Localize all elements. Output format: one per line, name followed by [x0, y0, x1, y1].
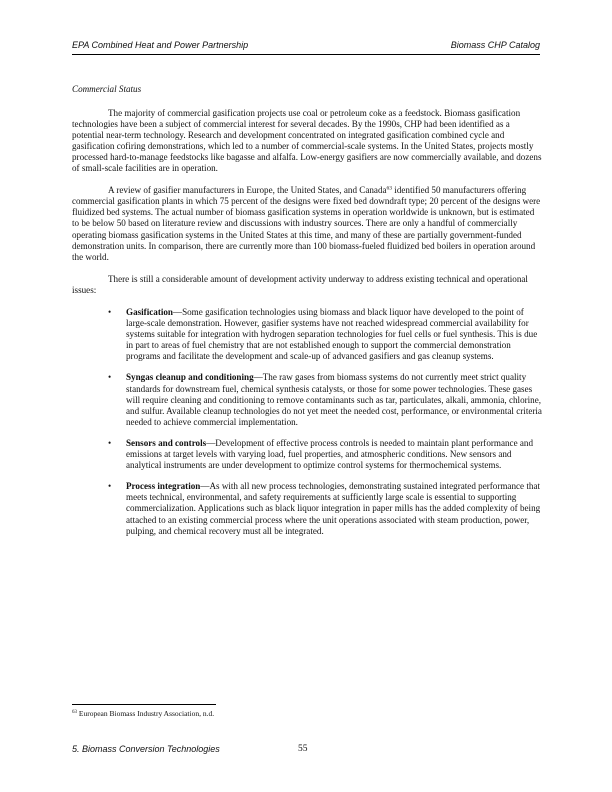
list-item-text: —The raw gases from biomass systems do not currently meet strict quality standards for downstream fuel, chemical synthesis catalysts, or those for some power technologies. These gases will require cleaning and conditioning to remove contaminants such as tar, particulates, alkali, ammonia, chlorine, and sulfur. Available cleanup technologies do not yet meet the needed cost, performance, or environmental criteria needed to achieve commercial implementation.	[126, 372, 542, 427]
list-item-text: —Some gasification technologies using biomass and black liquor have developed to the point of large-scale demonstration. However, gasifier systems have not reached widespread commercial availability for systems suitable for integration with hydrogen separation technologies for fuel cells or fuel synthesis. This is due in part to areas of fuel chemistry that are not established enough to support the commercial demonstration programs and facilitate the development and scale-up of advanced gasifiers and gas cleanup systems.	[126, 307, 538, 362]
list-item-process-integration	[72, 481, 542, 536]
header-right-title: Biomass CHP Catalog	[450, 40, 540, 50]
paragraph-gasifier-review	[72, 185, 542, 263]
paragraph-development-activity: There is still a considerable amount of development activity underway to address existing technical and operational issues:	[72, 273, 528, 295]
footnote-reference[interactable]: 63	[386, 185, 393, 192]
running-header	[72, 40, 540, 55]
bullet-icon: •	[108, 437, 112, 448]
paragraph-text-after-ref: identified 50 manufacturers offering commercial gasification plants in which 75 percent of the designs were fixed bed downdraft type; 20 percent of the designs were fluidized bed systems. The actual number of biomass gasification systems in operation worldwide is unknown, but is estimated to be below 50 based on literature review and discussions with industry sources. There are only a handful of commercially operating biomass gasification systems in the United States at this time, and many of these are partially government-funded demonstration units. In comparison, there are currently more than 100 biomass-fueled fluidized bed boilers in operation around the world.	[72, 185, 541, 262]
list-item-text: —Development of effective process controls is needed to maintain plant performance and emissions at target levels with varying load, fuel properties, and atmospheric conditions. New sensors and analytical instruments are under development to optimize control systems for thermochemical systems.	[126, 437, 534, 471]
list-item-title: Process integration	[126, 481, 201, 492]
list-item-title: Gasification	[126, 307, 173, 317]
list-item-title: Sensors and controls	[126, 437, 207, 448]
list-item-syngas-cleanup	[72, 372, 542, 427]
page-number: 55	[298, 744, 308, 754]
list-item-title: Syngas cleanup and conditioning	[126, 372, 254, 383]
paragraph-text-before-ref: A review of gasifier manufacturers in Europe, the United States, and Canada	[108, 185, 387, 196]
footnote-divider	[72, 704, 216, 705]
list-item-gasification	[72, 307, 542, 362]
page-body	[72, 84, 542, 547]
section-title: Commercial Status	[72, 84, 142, 94]
bullet-icon: •	[108, 307, 112, 317]
header-left-title: EPA Combined Heat and Power Partnership	[72, 40, 249, 50]
list-item-sensors-controls	[72, 438, 542, 471]
paragraph-commercial-projects: The majority of commercial gasification projects use coal or petroleum coke as a feedstock. Biomass gasification technologies have been a subject of commercial interest for several decades. By the 1990s, CHP had been identified as a potential near-term technology. Research and development concentrated on integrated gasification combined cycle and gasification cofiring demonstrations, which led to a number of commercial-scale systems. In the United States, projects mostly processed hard-to-manage feedstocks like bagasse and alfalfa. Low-energy gasifiers are now commercially available, and dozens of small-scale facilities are in operation.	[72, 107, 542, 174]
issues-list	[72, 307, 542, 537]
list-item-text: —As with all new process technologies, demonstrating sustained integrated performance that meets technical, environmental, and safety requirements at sufficiently large scale is essential to supporting commercialization. Applications such as black liquor integration in paper mills has the added complexity of being attached to an existing commercial process where the unit operations associated with steam production, power, pulping, and chemical recovery must all be integrated.	[126, 481, 541, 536]
footnote-number: 63	[72, 710, 77, 715]
bullet-icon: •	[108, 481, 112, 492]
footnote-text: European Biomass Industry Association, n.d.	[77, 709, 215, 718]
footnote	[72, 709, 214, 718]
bullet-icon: •	[108, 372, 112, 383]
footer-chapter-title: 5. Biomass Conversion Technologies	[72, 744, 220, 754]
